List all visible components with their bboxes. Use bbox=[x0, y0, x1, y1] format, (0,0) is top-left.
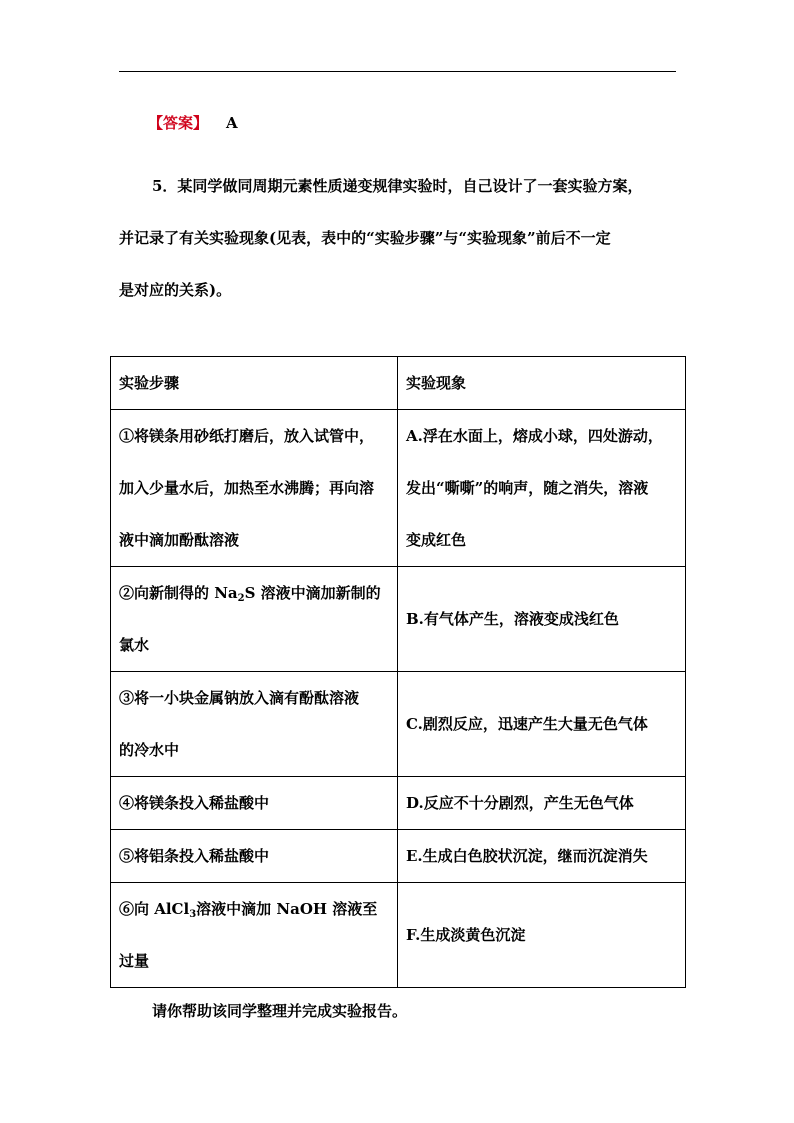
table-row bbox=[111, 830, 686, 883]
phenomenon-cell: C.剧烈反应，迅速产生大量无色气体 bbox=[398, 672, 686, 777]
step-cell: ⑥向 AlCl$_3$溶液中滴加 NaOH 溶液至 过量 bbox=[111, 883, 398, 988]
question-line: 并记录了有关实验现象(见表，表中的“实验步骤”与“实验现象”前后不一定 bbox=[119, 229, 611, 247]
phenomenon-cell: F.生成淡黄色沉淀 bbox=[398, 883, 686, 988]
table-row bbox=[111, 883, 686, 988]
phenomenon-cell: D.反应不十分剧烈，产生无色气体 bbox=[398, 777, 686, 830]
header-rule bbox=[119, 71, 676, 72]
table-row bbox=[111, 777, 686, 830]
phenomenon-cell: B.有气体产生，溶液变成浅红色 bbox=[398, 567, 686, 672]
phenomenon-cell: E.生成白色胶状沉淀，继而沉淀消失 bbox=[398, 830, 686, 883]
step-cell: ②向新制得的 $Na_2S$ 溶液中滴加新制的 氯水 bbox=[111, 567, 398, 672]
table-row bbox=[111, 672, 686, 777]
closing-instruction: 请你帮助该同学整理并完成实验报告。 bbox=[152, 1002, 408, 1020]
step-cell: ⑤将铝条投入稀盐酸中 bbox=[111, 830, 398, 883]
answer-tag: 【答案】 bbox=[148, 114, 209, 132]
phenomenon-cell: A.浮在水面上，熔成小球，四处游动， 发出“嘶嘶”的响声，随之消失，溶液 变成红色 bbox=[398, 410, 686, 567]
step-cell: ④将镁条投入稀盐酸中 bbox=[111, 777, 398, 830]
step-cell: ①将镁条用砂纸打磨后，放入试管中， 加入少量水后，加热至水沸腾；再向溶 液中滴加酚酞溶液 bbox=[111, 410, 398, 567]
answer-line bbox=[148, 112, 238, 134]
table-row bbox=[111, 567, 686, 672]
header-step: 实验步骤 bbox=[111, 357, 398, 410]
header-phenomenon: 实验现象 bbox=[398, 357, 686, 410]
table-row bbox=[111, 410, 686, 567]
answer-value: A bbox=[226, 114, 238, 132]
question-line: 是对应的关系)。 bbox=[119, 281, 232, 299]
table-header-row bbox=[111, 357, 686, 410]
question-text bbox=[119, 160, 679, 316]
experiment-table bbox=[110, 356, 686, 988]
question-line: 5．某同学做同周期元素性质递变规律实验时，自己设计了一套实验方案， bbox=[152, 177, 643, 195]
step-cell: ③将一小块金属钠放入滴有酚酞溶液 的冷水中 bbox=[111, 672, 398, 777]
